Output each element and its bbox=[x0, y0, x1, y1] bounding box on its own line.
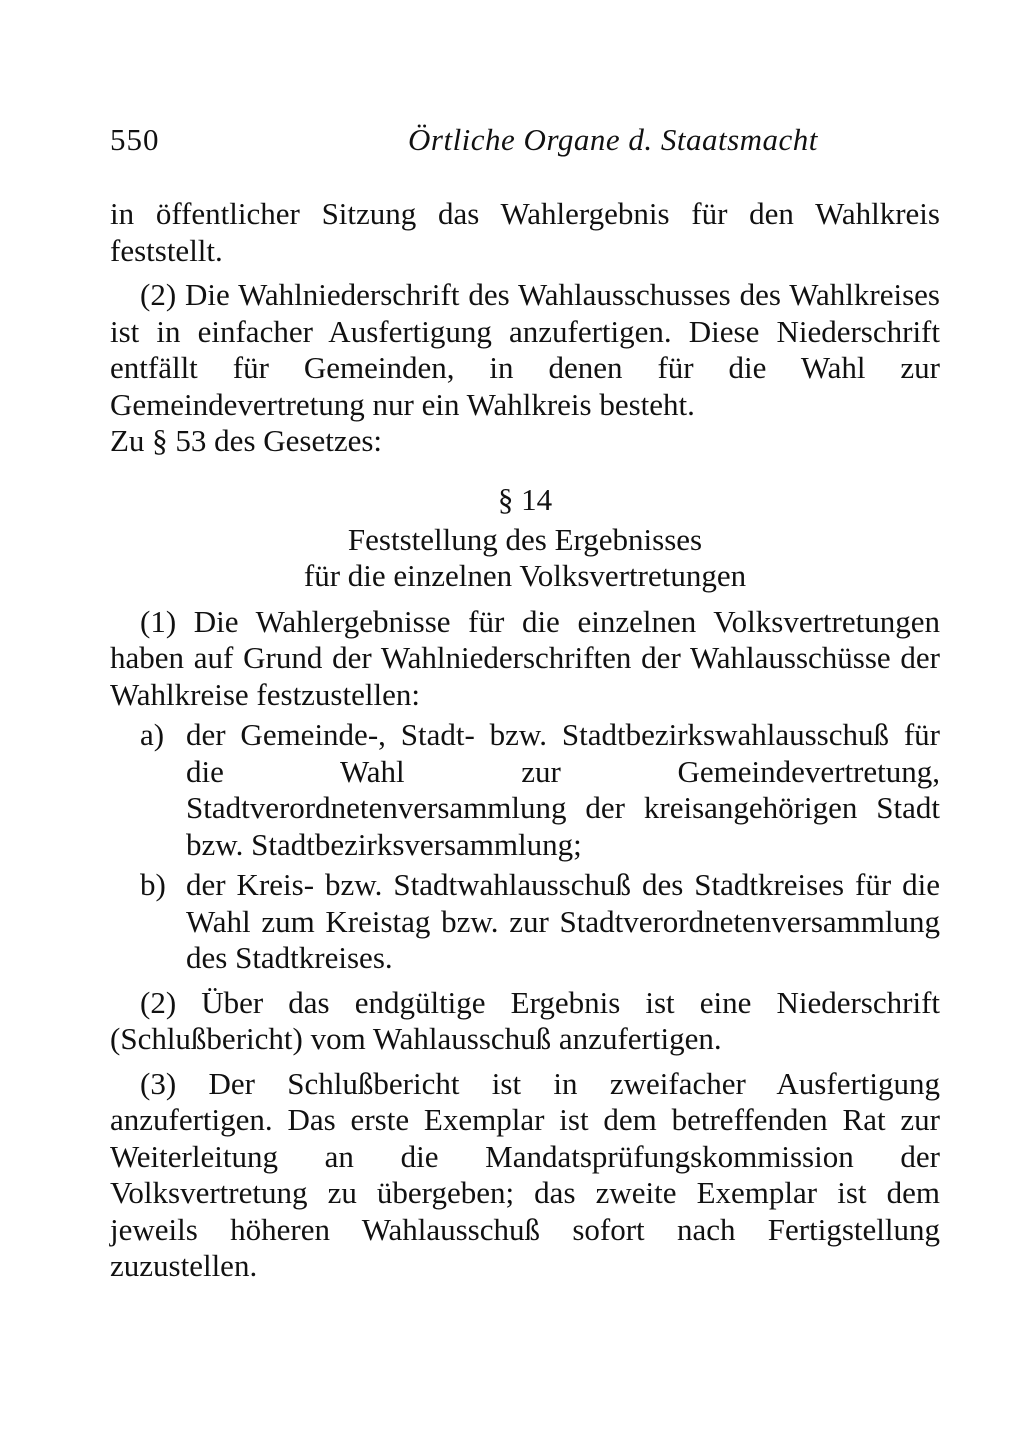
list-item-b bbox=[110, 867, 940, 977]
section-paragraph-2: (2) Über das endgültige Ergebnis ist eine Niederschrift (Schlußbericht) vom Wahlausschuß anzufertigen. bbox=[110, 984, 940, 1056]
paragraph-2: (2) Die Wahlniederschrift des Wahlausschusses des Wahlkreises ist in einfacher Ausfertigung anzufertigen. Diese Niederschrift entfällt für Gemeinden, in denen für die Wahl zur Gemeindevertretung nur ein Wahlkreis besteht. bbox=[110, 277, 940, 422]
section-title bbox=[110, 522, 940, 594]
running-title: Örtliche Organe d. Staatsmacht bbox=[408, 122, 818, 157]
section-title-line-2: für die einzelnen Volksvertretungen bbox=[303, 557, 747, 593]
page-header bbox=[110, 122, 940, 166]
document-page bbox=[110, 122, 940, 1285]
list-label: a) bbox=[140, 717, 165, 752]
list-text: der Kreis- bzw. Stadtwahlausschuß des Stadtkreises für die Wahl zum Kreistag bzw. zur Stadtverordnetenversammlung des Stadtkreises. bbox=[186, 867, 940, 975]
list-item-a bbox=[110, 717, 940, 863]
list-text: der Gemeinde-, Stadt- bzw. Stadtbezirkswahlausschuß für die Wahl zur Gemeindevertretung, Stadtverordnetenversammlung der kreisangehörigen Stadt bzw. Stadtbezirksversammlung; bbox=[186, 717, 940, 862]
list-label: b) bbox=[140, 867, 166, 902]
section-reference: Zu § 53 des Gesetzes: bbox=[110, 423, 383, 458]
paragraph-continuation: in öffentlicher Sitzung das Wahlergebnis für den Wahlkreis feststellt. bbox=[110, 196, 940, 268]
section-paragraph-1: (1) Die Wahlergebnisse für die einzelnen Volksvertretungen haben auf Grund der Wahlniederschriften der Wahlausschüsse der Wahlkreise festzustellen: bbox=[110, 603, 940, 712]
section-number: § 14 bbox=[497, 481, 553, 517]
section-paragraph-3: (3) Der Schlußbericht ist in zweifacher Ausfertigung anzufertigen. Das erste Exemplar ist dem betreffenden Rat zur Weiterleitung an die Mandatsprüfungskommission der Volksvertretung zu übergeben; das zweite Exemplar ist dem jeweils höheren Wahlausschuß sofort nach Fertigstellung zuzustellen. bbox=[110, 1065, 940, 1283]
page-number: 550 bbox=[110, 122, 160, 157]
section-title-line-1: Feststellung des Ergebnisses bbox=[347, 521, 703, 557]
